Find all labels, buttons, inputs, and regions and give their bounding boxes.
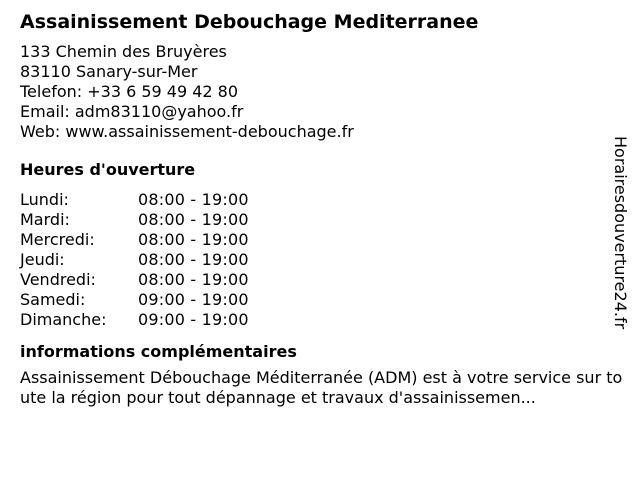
time-range: 08:00 - 19:00 — [138, 250, 249, 269]
day-label: Mardi: — [20, 210, 70, 229]
hours-row-jeudi — [20, 250, 620, 270]
day-label: Mercredi: — [20, 230, 95, 249]
hours-row-samedi — [20, 290, 620, 310]
business-description: Assainissement Débouchage Méditerranée (ADM) est à votre service sur toute la région pour tout dépannage et travaux d'assainissemen... — [20, 368, 623, 407]
hours-row-mardi — [20, 210, 620, 230]
day-label: Lundi: — [20, 190, 69, 209]
hours-row-vendredi — [20, 270, 620, 290]
address-block — [20, 42, 620, 142]
time-range: 09:00 - 19:00 — [138, 290, 249, 309]
site-watermark: Horairesdouverture24.fr — [611, 136, 630, 330]
time-range: 08:00 - 19:00 — [138, 190, 249, 209]
street-address: 133 Chemin des Bruyères — [20, 42, 227, 61]
business-name: Assainissement Debouchage Mediterranee — [20, 11, 479, 33]
hours-row-lundi — [20, 190, 620, 210]
day-label: Samedi: — [20, 290, 86, 309]
phone-line: Telefon: +33 6 59 49 42 80 — [20, 82, 239, 101]
time-range: 08:00 - 19:00 — [138, 210, 249, 229]
day-label: Jeudi: — [20, 250, 65, 269]
postal-city: 83110 Sanary-sur-Mer — [20, 62, 198, 81]
time-range: 08:00 - 19:00 — [138, 270, 249, 289]
hours-row-dimanche — [20, 310, 620, 330]
time-range: 09:00 - 19:00 — [138, 310, 249, 329]
day-label: Dimanche: — [20, 310, 107, 329]
day-label: Vendredi: — [20, 270, 96, 289]
additional-info-heading: informations complémentaires — [20, 342, 297, 361]
hours-row-mercredi — [20, 230, 620, 250]
time-range: 08:00 - 19:00 — [138, 230, 249, 249]
opening-hours-heading: Heures d'ouverture — [20, 160, 196, 179]
email-line: Email: adm83110@yahoo.fr — [20, 102, 244, 121]
web-line: Web: www.assainissement-debouchage.fr — [20, 122, 354, 141]
opening-hours-table — [20, 190, 620, 330]
